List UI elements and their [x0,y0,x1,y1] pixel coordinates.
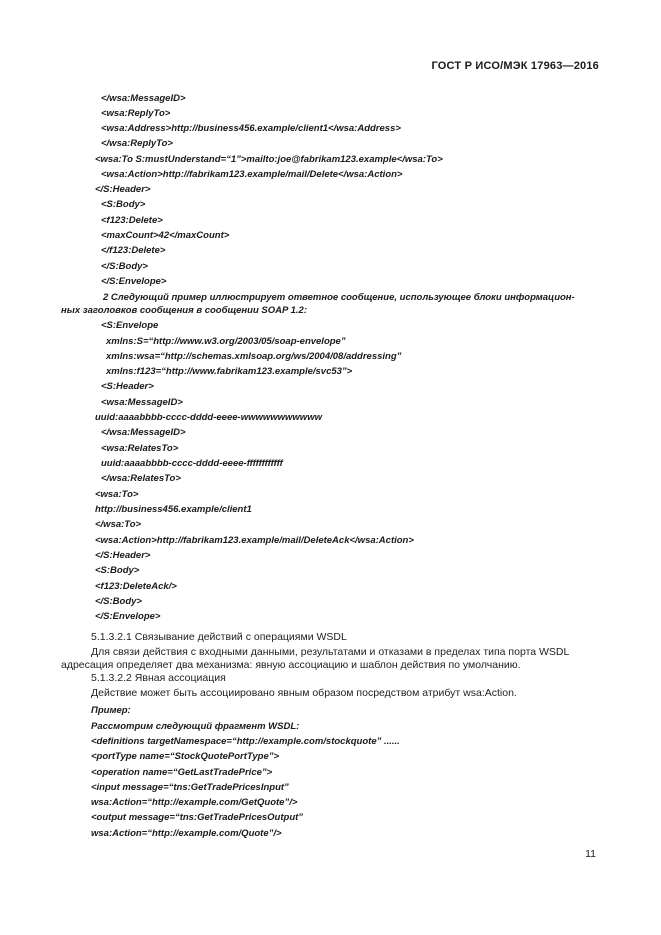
note-2-line-2: ных заголовков сообщения в сообщении SOAP 1.2: [61,305,307,316]
page-number: 11 [585,848,596,860]
code-line: </S:Header> [95,184,151,195]
example-code-line: wsa:Action=“http://example.com/Quote”/> [91,828,282,839]
code-line: xmlns:wsa=“http://schemas.xmlsoap.org/ws/2004/08/addressing” [106,351,402,362]
code-line: </wsa:ReplyTo> [101,138,173,149]
example-label: Пример: [91,705,131,716]
section-paragraph-line-1: Для связи действия с входными данными, результатами и отказами в пределах типа порта WSDL [91,646,570,658]
code-line: http://business456.example/client1 [95,504,252,515]
code-line: <wsa:Address>http://business456.example/client1</wsa:Address> [101,123,401,134]
code-line: </S:Envelope> [101,276,167,287]
code-line: <maxCount>42</maxCount> [101,230,230,241]
code-line: <S:Header> [101,381,154,392]
example-code-line: <operation name=“GetLastTradePrice”> [91,767,273,778]
code-line: </wsa:RelatesTo> [101,473,181,484]
code-line: xmlns:S=“http://www.w3.org/2003/05/soap-envelope” [106,336,346,347]
code-line: <wsa:ReplyTo> [101,108,171,119]
code-line: <wsa:RelatesTo> [101,443,179,454]
example-code-line: <definitions targetNamespace=“http://example.com/stockquote” ...... [91,736,400,747]
code-line: <wsa:To S:mustUnderstand=“1”>mailto:joe@fabrikam123.example</wsa:To> [95,154,443,165]
example-code-line: <output message=“tns:GetTradePricesOutput” [91,812,304,823]
code-line: </wsa:MessageID> [101,427,186,438]
example-code-line: <portType name=“StockQuotePortType”> [91,751,280,762]
code-line: </S:Header> [95,550,151,561]
code-line: </S:Envelope> [95,611,161,622]
section-paragraph: Действие может быть ассоциировано явным образом посредством атрибут wsa:Action. [91,687,517,699]
code-line: uuid:aaaabbbb-cccc-dddd-eeee-wwwwwwwwwww [95,412,322,423]
note-2-line-1: 2 Следующий пример иллюстрирует ответное сообщение, использующее блоки информацион- [103,292,575,303]
code-line: <S:Body> [101,199,146,210]
code-line: <wsa:MessageID> [101,397,183,408]
code-line: <wsa:Action>http://fabrikam123.example/mail/Delete</wsa:Action> [101,169,403,180]
code-line: <wsa:Action>http://fabrikam123.example/mail/DeleteAck</wsa:Action> [95,535,414,546]
code-line: </S:Body> [101,261,148,272]
section-heading-5-1-3-2-1: 5.1.3.2.1 Связывание действий с операциями WSDL [91,631,347,643]
code-line: </S:Body> [95,596,142,607]
code-line: xmlns:f123=“http://www.fabrikam123.example/svc53”> [106,366,353,377]
code-line: <S:Body> [95,565,140,576]
section-heading-5-1-3-2-2: 5.1.3.2.2 Явная ассоциация [91,672,226,684]
code-line: </wsa:To> [95,519,142,530]
code-line: uuid:aaaabbbb-cccc-dddd-eeee-ffffffffffff [101,458,283,469]
document-number: ГОСТ Р ИСО/МЭК 17963—2016 [431,60,599,72]
example-code-line: wsa:Action=“http://example.com/GetQuote”/> [91,797,298,808]
code-line: </wsa:MessageID> [101,93,186,104]
code-line: </f123:Delete> [101,245,166,256]
code-line: <wsa:To> [95,489,139,500]
example-intro: Рассмотрим следующий фрагмент WSDL: [91,721,300,732]
example-code-line: <input message=“tns:GetTradePricesInput” [91,782,289,793]
code-line: <S:Envelope [101,320,159,331]
code-line: <f123:DeleteAck/> [95,581,177,592]
code-line: <f123:Delete> [101,215,163,226]
section-paragraph-line-2: адресация определяет два механизма: явную ассоциацию и шаблон действия по умолчанию. [61,659,521,671]
